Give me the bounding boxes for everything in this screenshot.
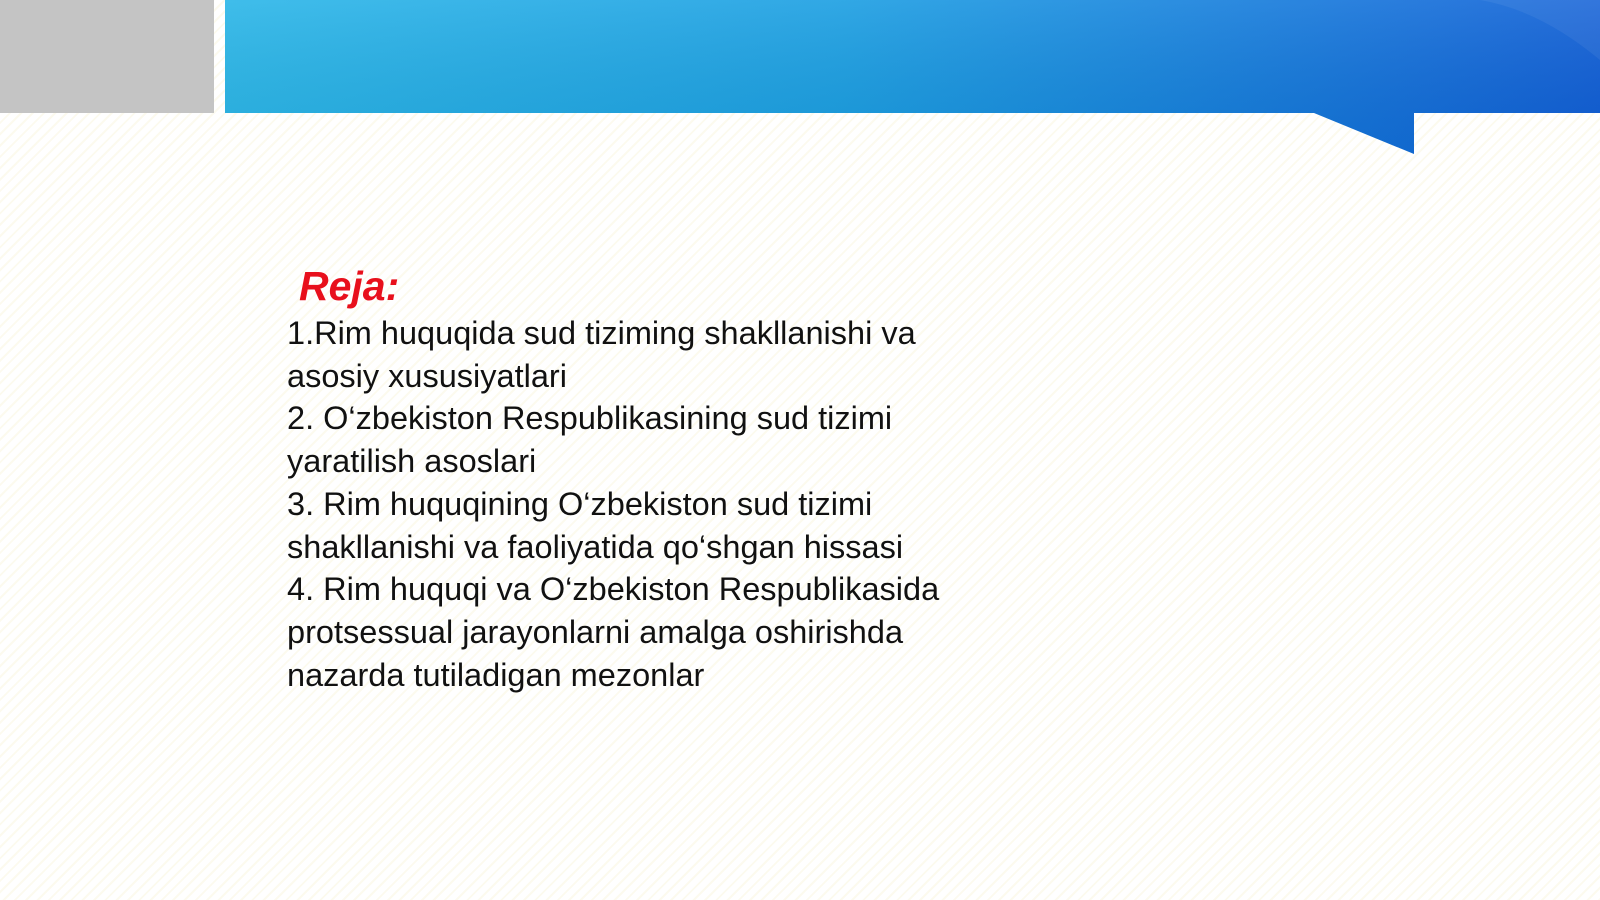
plan-item-4: 4. Rim huquqi va O‘zbekiston Respublikasida protsessual jarayonlarni amalga oshirishda nazarda tutiladigan mezonlar xyxy=(287,571,940,693)
plan-section xyxy=(287,262,1047,696)
plan-title: Reja: xyxy=(299,263,400,309)
plan-item-3: 3. Rim huquqining O‘zbekiston sud tizimi shakllanishi va faoliyatida qo‘shgan hissasi xyxy=(287,485,904,565)
plan-item-1: 1.Rim huquqida sud tiziming shakllanishi va asosiy xususiyatlari xyxy=(287,315,916,394)
plan-item-2: 2. O‘zbekiston Respublikasining sud tizimi yaratilish asoslari xyxy=(287,400,893,480)
header-banner xyxy=(0,0,1600,160)
banner-shading xyxy=(225,0,1600,154)
